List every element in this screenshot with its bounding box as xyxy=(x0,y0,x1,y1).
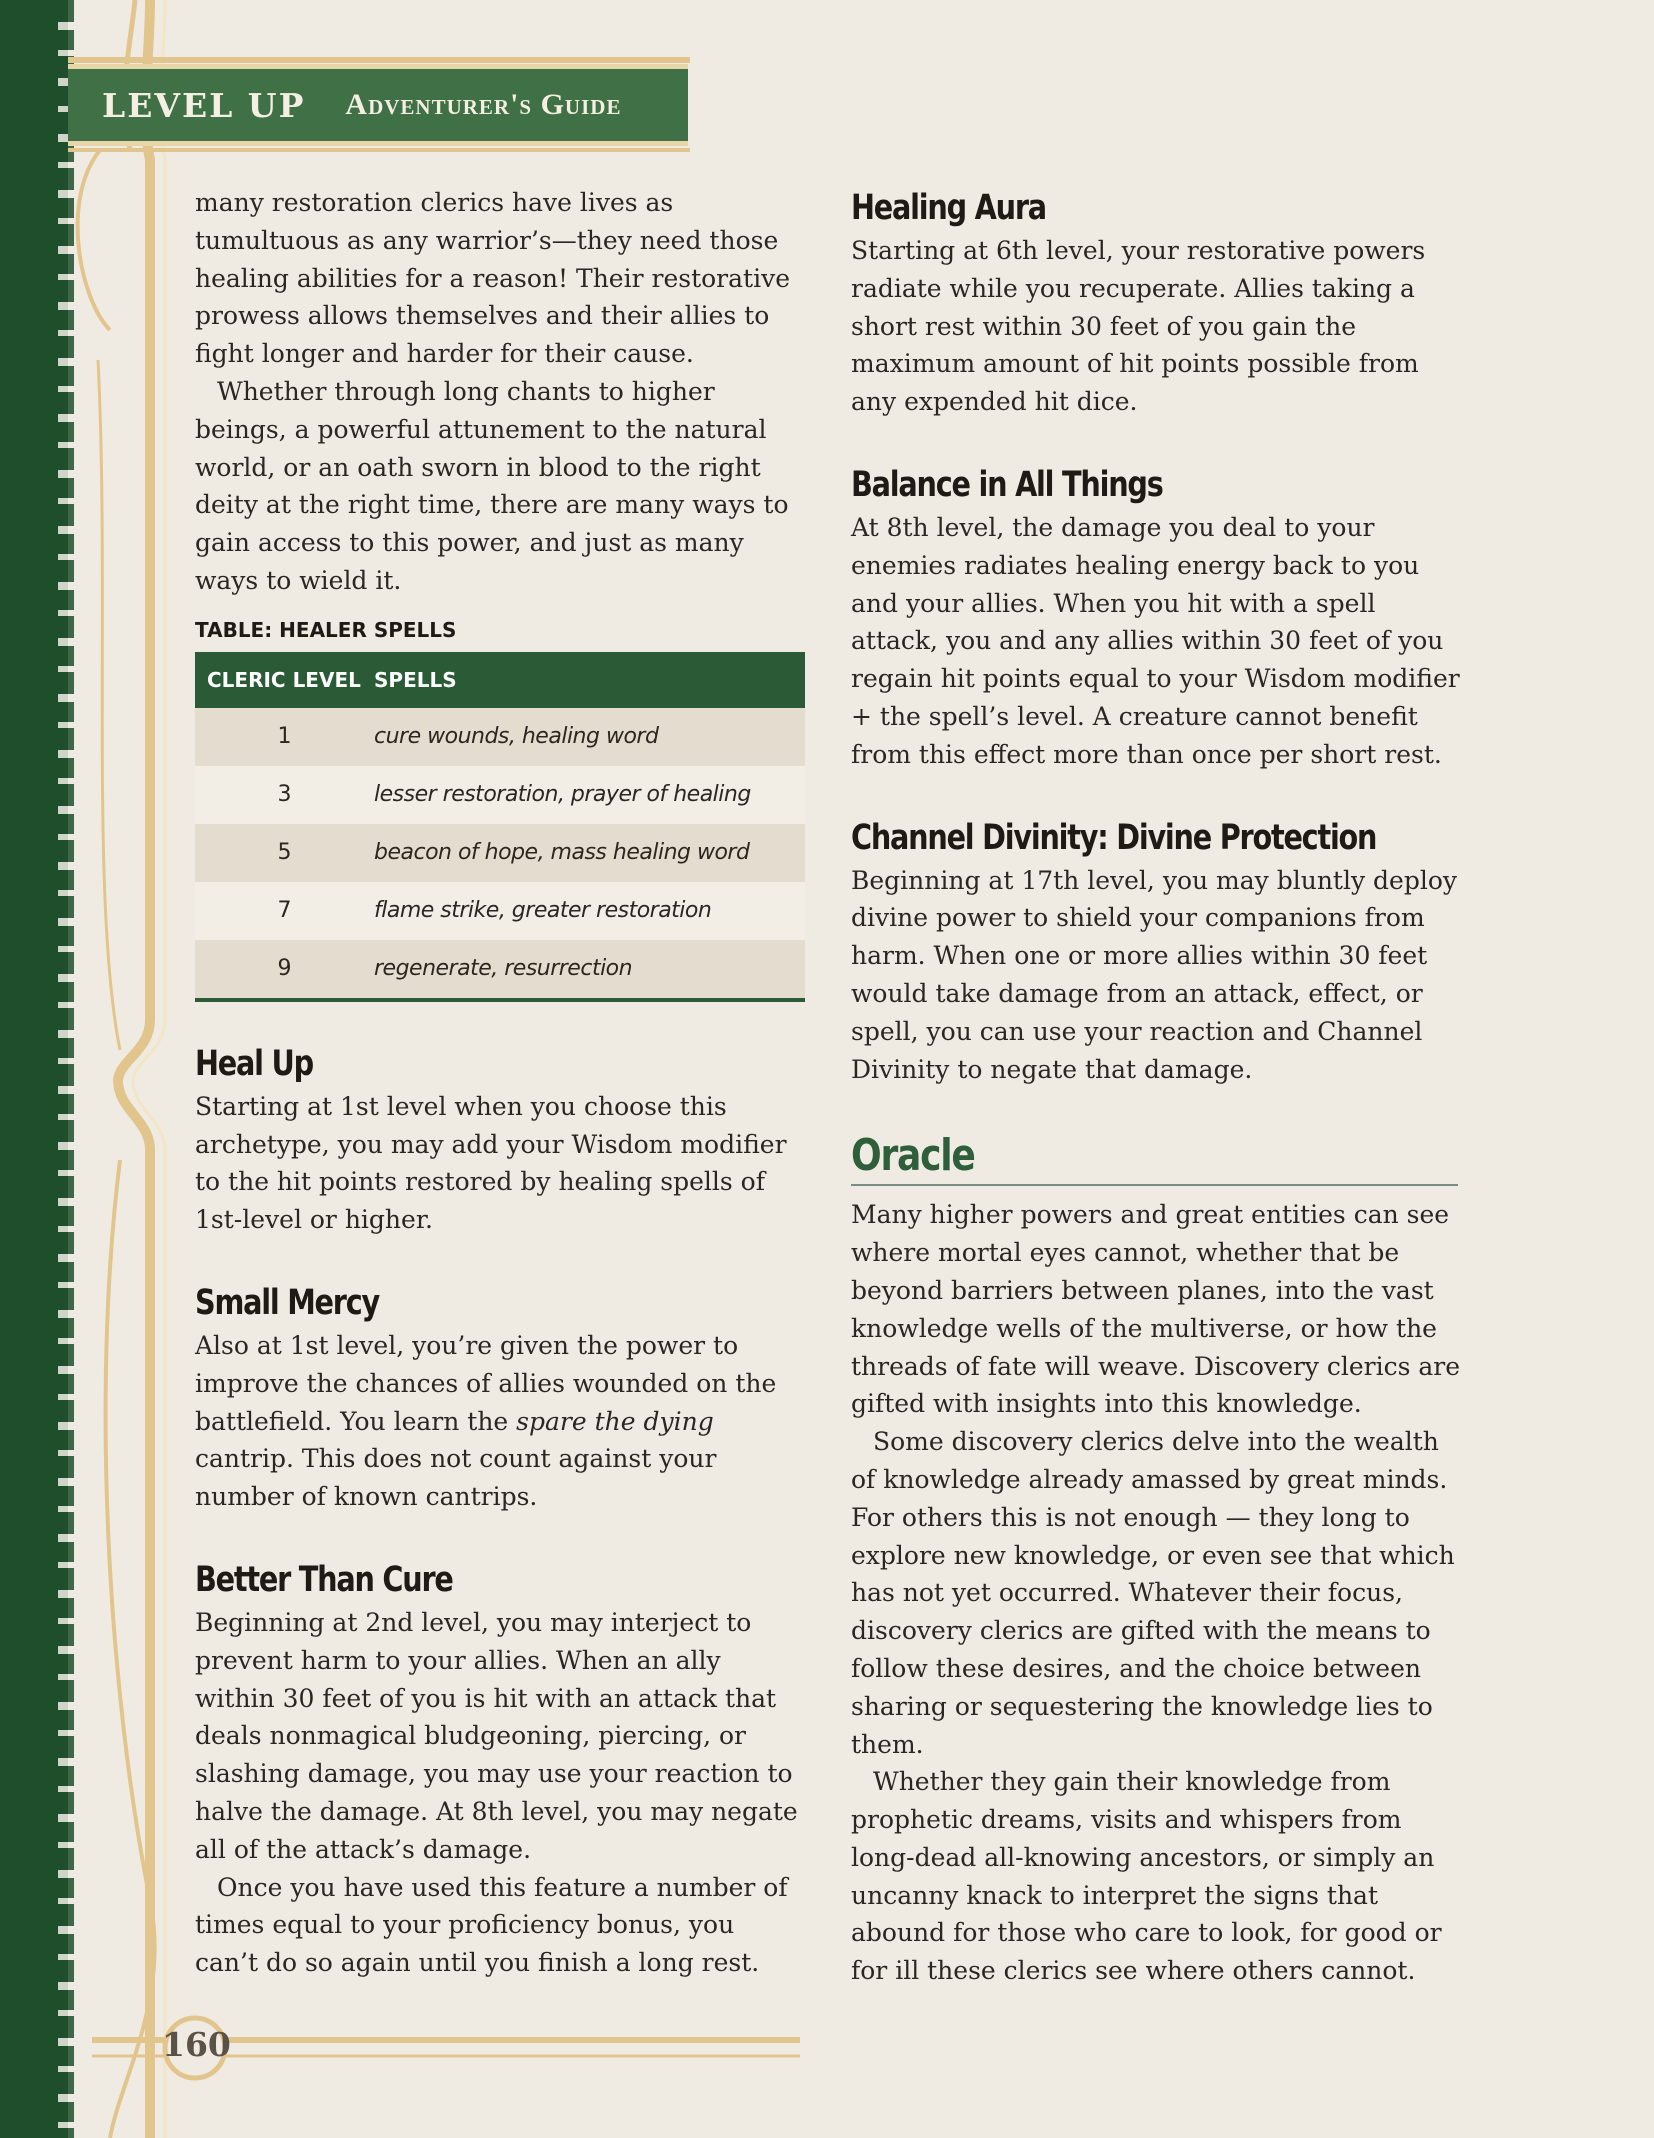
column-header-level: CLERIC LEVEL xyxy=(207,667,361,692)
oracle-paragraph-2: Some discovery clerics delve into the wealth of knowledge already amassed by great minds. For others this is not enough — they long to explore new knowledge, or even see that which has not yet occurred. Whatever their focus, discovery clerics are gifted with the means to follow these desires, and the choice between sharing or sequestering the knowledge lies to them. xyxy=(851,1427,1455,1759)
balance-section xyxy=(851,461,1461,774)
table-row xyxy=(195,708,805,766)
better-than-cure-section xyxy=(195,1556,805,1982)
oracle-paragraph-3: Whether they gain their knowledge from prophetic dreams, visits and whispers from long-dead all-knowing ancestors, or simply an uncanny knack to interpret the signs that abound for those who care to look, for good or for ill these clerics see where others cannot. xyxy=(851,1767,1442,1986)
small-mercy-cantrip: spare the dying xyxy=(516,1406,714,1436)
oracle-paragraph-1: Many higher powers and great entities can see where mortal eyes cannot, whether that be beyond barriers between planes, into the vast knowledge wells of the multiverse, or how the threads of fate will weave. Discovery clerics are gifted with insights into this knowledge. xyxy=(851,1200,1461,1419)
column-header-spells: SPELLS xyxy=(374,667,457,692)
channel-divinity-section xyxy=(851,814,1461,1089)
small-mercy-text-a: Also at 1st level, you’re given the power to improve the chances of allies wounded on the battlefield. You learn the xyxy=(195,1330,777,1436)
left-column xyxy=(195,184,805,2022)
small-mercy-body xyxy=(195,1327,805,1516)
page-number: 160 xyxy=(162,2025,231,2064)
heal-up-body: Starting at 1st level when you choose this archetype, you may add your Wisdom modifier to the hit points restored by healing spells of 1st-level or higher. xyxy=(195,1091,787,1235)
healing-aura-body: Starting at 6th level, your restorative powers radiate while you recuperate. Allies taking a short rest within 30 feet of you gain the maximum amount of hit points possible from any expended hit dice. xyxy=(851,236,1426,417)
healing-aura-section xyxy=(851,184,1461,421)
oracle-heading: Oracle xyxy=(851,1130,975,1182)
cell-level: 5 xyxy=(277,840,292,866)
small-mercy-text-b: cantrip. This does not count against your number of known cantrips. xyxy=(195,1444,717,1512)
oracle-section xyxy=(851,1128,1461,1990)
channel-divinity-heading: Channel Divinity: Divine Protection xyxy=(851,817,1377,858)
intro-paragraph-1: many restoration clerics have lives as tumultuous as any warrior’s—they need those healing abilities for a reason! Their restorative prowess allows themselves and their allies to fight longer and harder for their cause. xyxy=(195,188,790,369)
cell-level: 9 xyxy=(277,956,292,982)
better-than-cure-body-2: Once you have used this feature a number of times equal to your proficiency bonus, you can’t do so again until you finish a long rest. xyxy=(195,1872,788,1978)
table-row xyxy=(195,766,805,824)
better-than-cure-body-1: Beginning at 2nd level, you may interject to prevent harm to your allies. When an ally within 30 feet of you is hit with an attack that deals nonmagical bludgeoning, piercing, or slashing damage, you may use your reaction to halve the damage. At 8th level, you may negate all of the attack’s damage. xyxy=(195,1607,798,1864)
heading-divider xyxy=(851,1184,1458,1186)
table-header-row xyxy=(195,652,805,708)
channel-divinity-body: Beginning at 17th level, you may bluntly deploy divine power to shield your companions from harm. When one or more allies within 30 feet would take damage from an attack, effect, or spell, you can use your reaction and Channel Divinity to negate that damage. xyxy=(851,865,1458,1084)
right-column xyxy=(851,184,1461,1990)
small-mercy-section xyxy=(195,1279,805,1516)
table-row xyxy=(195,940,805,1000)
cell-spells: cure wounds, healing word xyxy=(374,724,659,750)
small-mercy-heading: Small Mercy xyxy=(195,1282,379,1323)
cell-level: 1 xyxy=(277,724,292,750)
balance-body: At 8th level, the damage you deal to your enemies radiates healing energy back to you and your allies. When you hit with a spell attack, you and any allies within 30 feet of you regain hit points equal to your Wisdom modifier + the spell’s level. A creature cannot benefit from this effect more than once per short rest. xyxy=(851,512,1460,769)
cell-spells: regenerate, resurrection xyxy=(374,956,633,982)
table-row xyxy=(195,824,805,882)
cell-level: 3 xyxy=(277,782,292,808)
cell-level: 7 xyxy=(277,898,292,924)
healing-aura-heading: Healing Aura xyxy=(851,188,1046,228)
intro-paragraph-2: Whether through long chants to higher beings, a powerful attunement to the natural world, or an oath sworn in blood to the right deity at the right time, there are many ways to gain access to this power, and just as many ways to wield it. xyxy=(195,376,789,595)
better-than-cure-heading: Better Than Cure xyxy=(195,1559,453,1600)
balance-heading: Balance in All Things xyxy=(851,464,1163,505)
header-guide-title: Adventurer's Guide xyxy=(345,88,622,121)
cell-spells: beacon of hope, mass healing word xyxy=(374,840,750,866)
heal-up-section xyxy=(195,1040,805,1239)
cell-spells: lesser restoration, prayer of healing xyxy=(374,782,751,808)
healer-spells-table xyxy=(195,652,805,1002)
cell-spells: flame strike, greater restoration xyxy=(374,898,712,924)
table-title: TABLE: HEALER SPELLS xyxy=(195,617,457,642)
table-row xyxy=(195,882,805,940)
header-brand: LEVEL UP xyxy=(102,85,306,125)
heal-up-heading: Heal Up xyxy=(195,1043,313,1084)
header-banner xyxy=(68,64,688,146)
